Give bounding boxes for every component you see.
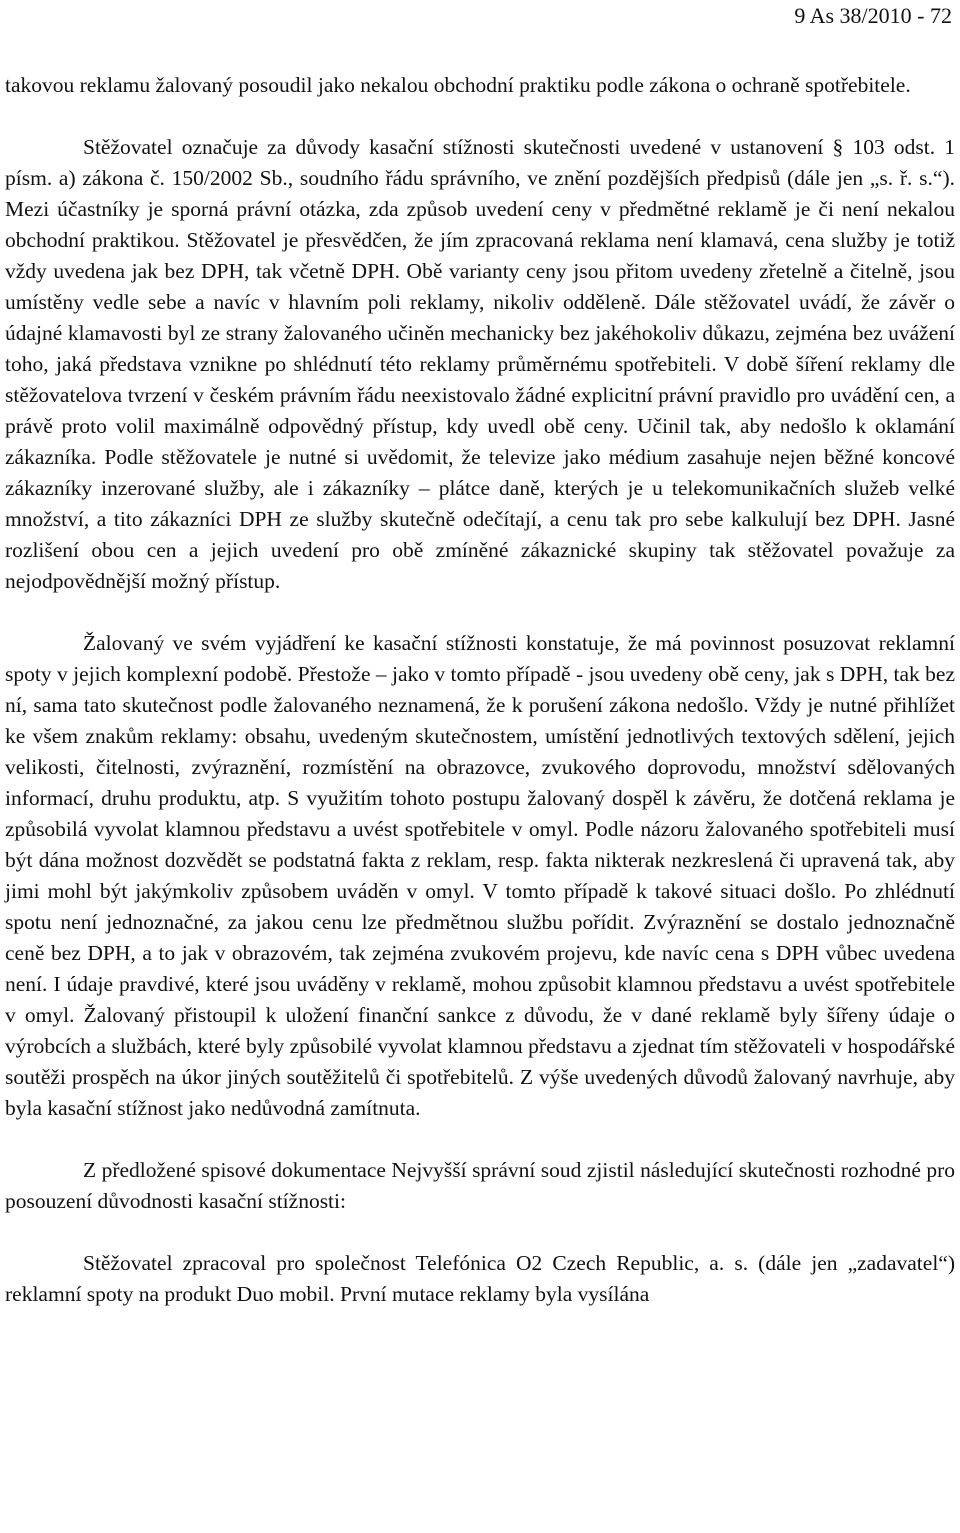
paragraph-defendant-statement: Žalovaný ve svém vyjádření ke kasační stížnosti konstatuje, že má povinnost posuzovat reklamní spoty v jejich komplexní podobě. Přestože – jako v tomto případě - jsou uvedeny obě ceny, jak s DPH, tak bez ní, sama tato skutečnost podle žalovaného neznamená, že k porušení zákona nedošlo. Vždy je nutné přihlížet ke všem znakům reklamy: obsahu, uvedeným skutečnostem, umístění jednotlivých textových sdělení, jejich velikosti, čitelnosti, zvýraznění, rozmístění na obrazovce, zvukového doprovodu, množství sdělovaných informací, druhu produktu, atp. S využitím tohoto postupu žalovaný dospěl k závěru, že dotčená reklama je způsobilá vyvolat klamnou představu a uvést spotřebitele v omyl. Podle názoru žalovaného spotřebiteli musí být dána možnost dozvědět se podstatná fakta z reklam, resp. fakta nikterak nezkreslená či upravená tak, aby jimi mohl být jakýmkoliv způsobem uváděn v omyl. V tomto případě k takové situaci došlo. Po zhlédnutí spotu není jednoznačné, za jakou cenu lze předmětnou službu pořídit. Zvýraznění se dostalo jednoznačně ceně bez DPH, a to jak v obrazovém, tak zejména zvukovém projevu, kde navíc cena s DPH vůbec uvedena není. I údaje pravdivé, které jsou uváděny v reklamě, mohou způsobit klamnou představu a uvést spotřebitele v omyl. Žalovaný přistoupil k uložení finanční sankce z důvodu, že v dané reklamě byly šířeny údaje o výrobcích a službách, které byly způsobilé vyvolat klamnou představu a zjednat tím stěžovateli v hospodářské soutěži prospěch na úkor jiných soutěžitelů či spotřebitelů. Z výše uvedených důvodů žalovaný navrhuje, aby byla kasační stížnost jako nedůvodná zamítnuta.: [5, 631, 955, 1120]
paragraph-gap: [5, 597, 955, 628]
paragraph-court-findings-intro: Z předložené spisové dokumentace Nejvyšší správní soud zjistil následující skutečnosti rozhodné pro posouzení důvodnosti kasační stížnosti:: [5, 1158, 955, 1213]
document-body: [5, 70, 955, 1310]
paragraph-facts-start: Stěžovatel zpracoval pro společnost Telefónica O2 Czech Republic, a. s. (dále jen „zadavatel“) reklamní spoty na produkt Duo mobil. První mutace reklamy byla vysílána: [5, 1251, 955, 1306]
paragraph-complainant-grounds: Stěžovatel označuje za důvody kasační stížnosti skutečnosti uvedené v ustanovení § 103 odst. 1 písm. a) zákona č. 150/2002 Sb., soudního řádu správního, ve znění pozdějších předpisů (dále jen „s. ř. s.“). Mezi účastníky je sporná právní otázka, zda způsob uvedení ceny v předmětné reklamě je či není nekalou obchodní praktikou. Stěžovatel je přesvědčen, že jím zpracovaná reklama není klamavá, cena služby je totiž vždy uvedena jak bez DPH, tak včetně DPH. Obě varianty ceny jsou přitom uvedeny zřetelně a čitelně, jsou umístěny vedle sebe a navíc v hlavním poli reklamy, nikoliv odděleně. Dále stěžovatel uvádí, že závěr o údajné klamavosti byl ze strany žalovaného učiněn mechanicky bez jakéhokoliv důkazu, zejména bez uvážení toho, jaká představa vznikne po shlédnutí této reklamy průměrnému spotřebiteli. V době šíření reklamy dle stěžovatelova tvrzení v českém právním řádu neexistovalo žádné explicitní právní pravidlo pro uvádění cen, a právě proto volil maximálně odpovědný přístup, kdy uvedl obě ceny. Učinil tak, aby nedošlo k oklamání zákazníka. Podle stěžovatele je nutné si uvědomit, že televize jako médium zasahuje nejen běžné koncové zákazníky inzerované služby, ale i zákazníky – plátce daně, kterých je u telekomunikačních služeb velké množství, a tito zákazníci DPH ze služby skutečně odečítají, a cenu tak pro sebe kalkulují bez DPH. Jasné rozlišení obou cen a jejich uvedení pro obě zmíněné zákaznické skupiny tak stěžovatel považuje za nejodpovědnější možný přístup.: [5, 135, 955, 593]
paragraph-continuation: takovou reklamu žalovaný posoudil jako nekalou obchodní praktiku podle zákona o ochraně spotřebitele.: [5, 73, 911, 97]
case-number-header: 9 As 38/2010 - 72: [794, 3, 952, 28]
paragraph-gap: [5, 101, 955, 132]
paragraph-gap: [5, 1124, 955, 1155]
paragraph-gap: [5, 1217, 955, 1248]
